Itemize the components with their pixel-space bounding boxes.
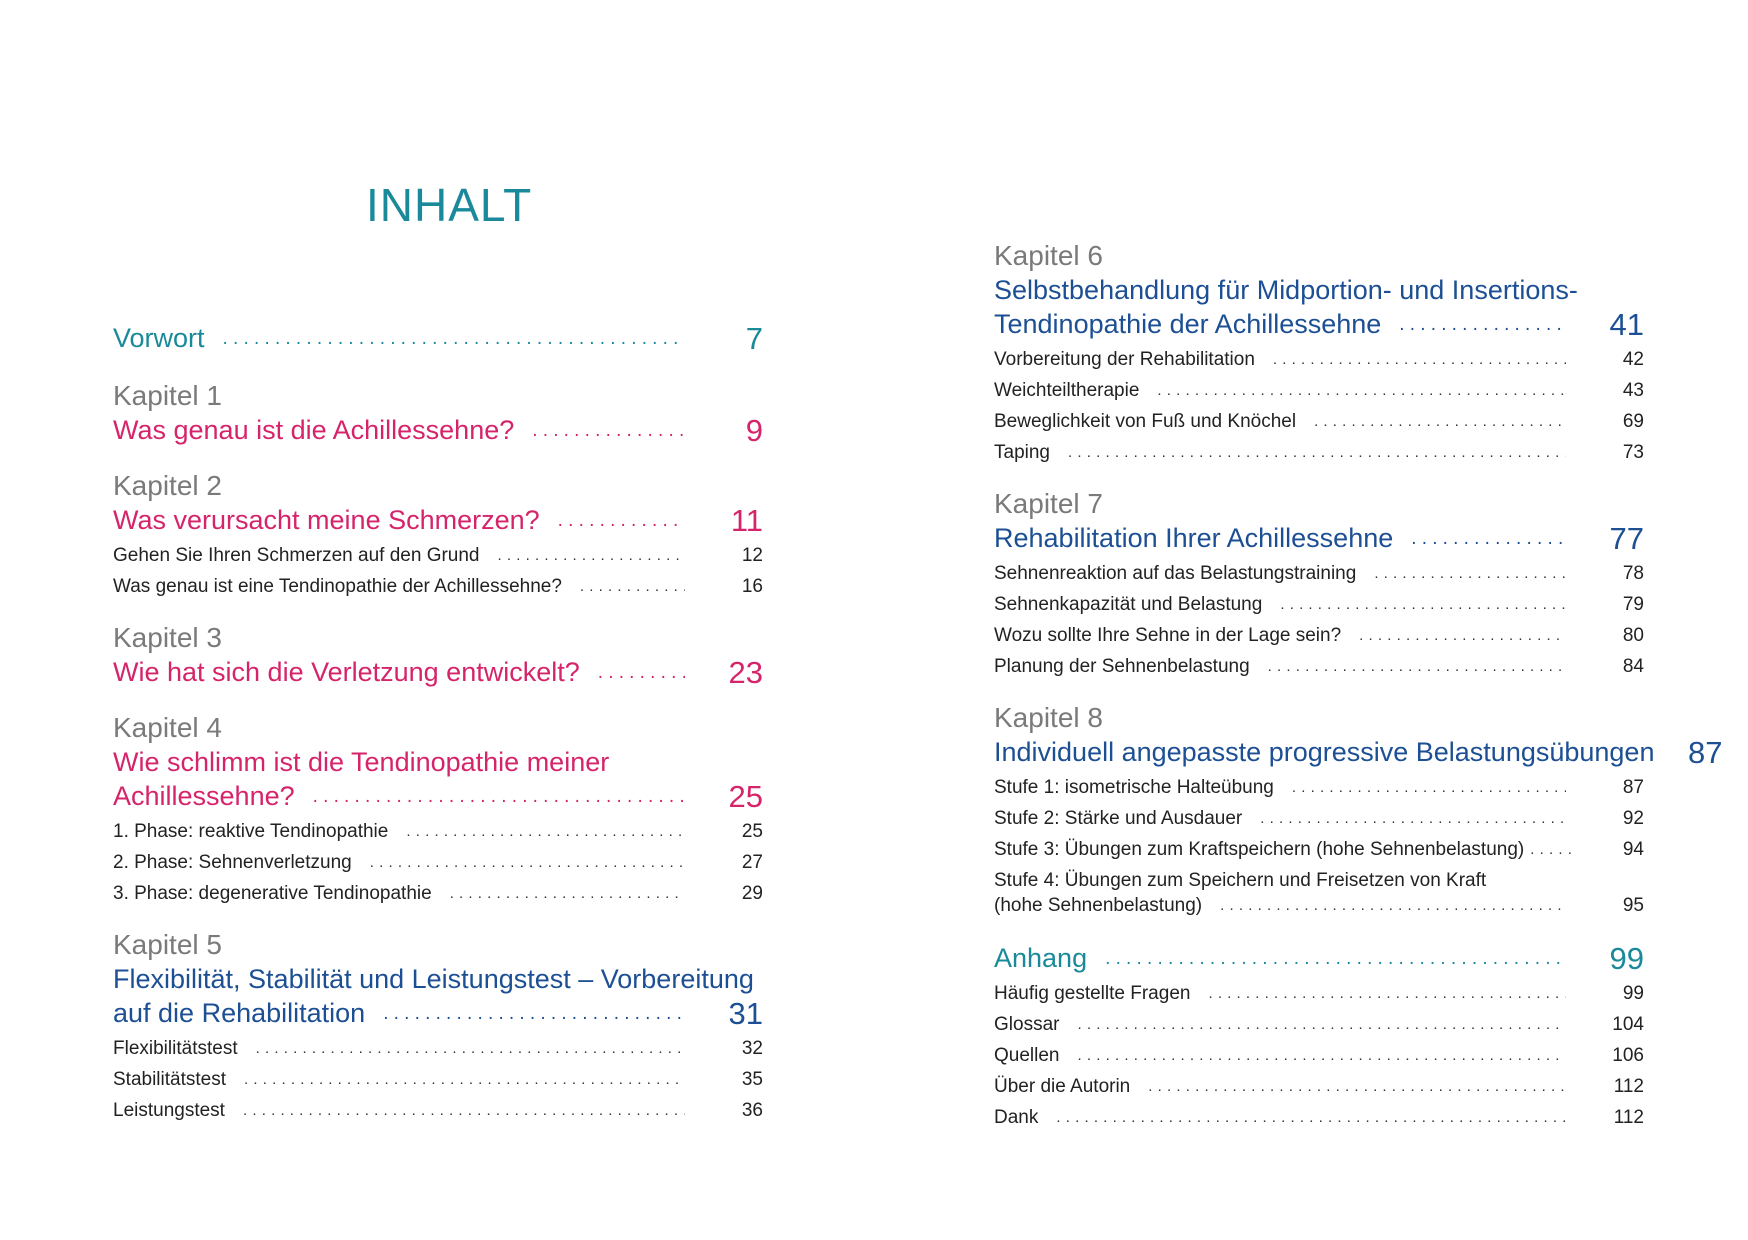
page-number: 84 [1622,656,1644,677]
dot-leader [1260,806,1566,831]
entry-label: Gehen Sie Ihren Schmerzen auf den Grund [113,545,480,566]
toc-subentry[interactable] [113,1067,763,1092]
entry-label: auf die Rehabilitation [113,998,366,1028]
dot-leader [243,1098,685,1123]
chapter-label: Kapitel 2 [113,470,222,501]
entry-label: Achillessehne? [113,781,295,811]
toc-subentry[interactable] [994,806,1644,831]
toc-entry-chapter-2[interactable] [113,504,763,537]
entry-label: Stufe 3: Übungen zum Kraftspeichern (hohe Sehnenbelastung) [994,839,1525,860]
dot-leader [1411,522,1566,555]
dot-leader [1292,775,1566,800]
page-number: 77 [1609,521,1644,556]
dot-leader [383,997,685,1030]
toc-entry-chapter-1[interactable] [113,414,763,447]
dot-leader [1077,1012,1566,1037]
entry-label: 1. Phase: reaktive Tendinopathie [113,821,389,842]
page-number: 87 [1687,735,1723,770]
toc-subentry[interactable] [994,409,1644,434]
entry-label: Planung der Sehnenbelastung [994,656,1250,677]
entry-label: Beweglichkeit von Fuß und Knöchel [994,411,1297,432]
page-number: 80 [1622,625,1644,646]
toc-subentry[interactable] [994,654,1644,679]
page-number: 79 [1622,594,1644,615]
page-number: 99 [1622,983,1644,1004]
page-number: 35 [741,1069,763,1090]
dot-leader [1374,561,1566,586]
toc-subentry[interactable] [113,574,763,599]
page-number: 78 [1622,563,1644,584]
toc-subentry[interactable] [113,850,763,875]
page-number: 7 [745,321,763,356]
toc-entry-chapter-5[interactable] [113,997,763,1030]
entry-label: Anhang [994,943,1088,973]
page-number: 94 [1622,839,1644,860]
page-number: 42 [1622,349,1644,370]
entry-label: 2. Phase: Sehnenverletzung [113,852,352,873]
toc-subentry-line1[interactable]: Stufe 4: Übungen zum Speichern und Freisetzen von Kraft [994,870,1487,891]
dot-leader [558,504,685,537]
dot-leader [406,819,685,844]
entry-label: Häufig gestellte Fragen [994,983,1191,1004]
toc-subentry[interactable] [994,981,1644,1006]
entry-label: Stufe 2: Stärke und Ausdauer [994,808,1243,829]
chapter-label: Kapitel 1 [113,380,222,411]
page-number: 31 [728,996,763,1031]
dot-leader [1068,440,1566,465]
toc-entry-chapter-4-line1[interactable]: Wie schlimm ist die Tendinopathie meiner [113,747,610,777]
dot-leader [1314,409,1566,434]
page-number: 25 [728,779,763,814]
entry-label: Sehnenkapazität und Belastung [994,594,1263,615]
entry-label: Stufe 1: isometrische Halteübung [994,777,1274,798]
dot-leader [223,322,685,355]
entry-label: Glossar [994,1014,1060,1035]
toc-subentry[interactable] [994,1105,1644,1130]
dot-leader [1359,623,1566,648]
chapter-label: Kapitel 5 [113,929,222,960]
toc-subentry[interactable] [994,592,1644,617]
page-number: 69 [1622,411,1644,432]
dot-leader [1273,347,1566,372]
dot-leader [1220,893,1566,918]
toc-entry-chapter-3[interactable] [113,656,763,689]
toc-subentry[interactable] [994,623,1644,648]
page-number: 112 [1613,1076,1644,1097]
page-number: 16 [741,576,763,597]
entry-label: Stabilitätstest [113,1069,226,1090]
toc-entry-chapter-6-line1[interactable]: Selbstbehandlung für Midportion- und Insertions- [994,275,1578,305]
chapter-label: Kapitel 8 [994,702,1103,733]
dot-leader [1056,1105,1566,1130]
page-number: 29 [741,883,763,904]
page-number: 99 [1609,941,1644,976]
page-number: 112 [1613,1107,1644,1128]
entry-label: Vorbereitung der Rehabilitation [994,349,1255,370]
entry-label: 3. Phase: degenerative Tendinopathie [113,883,432,904]
chapter-label: Kapitel 7 [994,488,1103,519]
dot-leader [1105,942,1566,975]
page-number: 73 [1622,442,1644,463]
dot-leader [1399,308,1566,341]
toc-subentry[interactable] [994,561,1644,586]
toc-subentry[interactable] [994,347,1644,372]
dot-leader [1208,981,1566,1006]
toc-subentry[interactable] [113,1036,763,1061]
toc-entry-chapter-7[interactable] [994,522,1644,555]
entry-label: Über die Autorin [994,1076,1131,1097]
dot-leader [1148,1074,1566,1099]
toc-entry-vorwort[interactable] [113,322,763,355]
toc-entry-chapter-8[interactable] [994,735,1723,770]
toc-subentry[interactable] [994,775,1644,800]
page-number: 106 [1612,1045,1644,1066]
dot-leader [450,881,685,906]
entry-label: Sehnenreaktion auf das Belastungstraining [994,563,1357,584]
page-number: 32 [741,1038,763,1059]
entry-label: Individuell angepasste progressive Belastungsübungen [994,737,1655,767]
page-number: 23 [728,655,763,690]
entry-label: Wie hat sich die Verletzung entwickelt? [113,657,580,687]
toc-entry-chapter-4[interactable] [113,780,763,813]
entry-label: Vorwort [113,323,205,353]
dot-leader [580,574,685,599]
page-number: 41 [1609,307,1644,342]
entry-label: Weichteiltherapie [994,380,1140,401]
chapter-label: Kapitel 6 [994,240,1103,271]
entry-label: Was genau ist die Achillessehne? [113,415,515,445]
dot-leader [498,543,685,568]
dot-leader [313,780,685,813]
chapter-label: Kapitel 3 [113,622,222,653]
dot-leader [1078,1043,1567,1068]
page-number: 43 [1622,380,1644,401]
toc-entry-chapter-6[interactable] [994,308,1644,341]
toc-entry-chapter-5-line1[interactable]: Flexibilität, Stabilität und Leistungstest – Vorbereitung [113,964,754,994]
dot-leader [370,850,685,875]
toc-subentry[interactable] [994,1012,1644,1037]
entry-label: Was verursacht meine Schmerzen? [113,505,540,535]
page-number: 104 [1612,1014,1644,1035]
toc-subentry[interactable] [994,378,1644,403]
entry-label: Wozu sollte Ihre Sehne in der Lage sein? [994,625,1342,646]
page-number: 92 [1622,808,1644,829]
page-number: 9 [745,413,763,448]
page-number: 12 [741,545,763,566]
entry-label: Taping [994,442,1050,463]
entry-label: Rehabilitation Ihrer Achillessehne [994,523,1394,553]
dot-leader [598,656,685,689]
entry-label: Tendinopathie der Achillessehne [994,309,1382,339]
dot-leader [1268,654,1566,679]
page-title: INHALT [366,179,533,231]
toc-entry-anhang[interactable] [994,942,1644,975]
page-number: 36 [741,1100,763,1121]
page-number: 95 [1622,895,1644,916]
toc-subentry[interactable] [113,1098,763,1123]
toc-subentry[interactable] [994,1043,1644,1068]
page-number: 25 [741,821,763,842]
toc-subentry[interactable] [994,837,1644,862]
dot-leader [1157,378,1566,403]
dot-leader [532,414,685,447]
toc-subentry[interactable] [113,543,763,568]
page-number: 11 [730,503,763,538]
toc-subentry[interactable] [113,881,763,906]
entry-label: Leistungstest [113,1100,225,1121]
page-number: 87 [1622,777,1644,798]
entry-label: Was genau ist eine Tendinopathie der Achillessehne? [113,576,562,597]
dot-leader [244,1067,685,1092]
toc-subentry[interactable] [994,893,1644,918]
toc-subentry[interactable] [994,1074,1644,1099]
entry-label: Quellen [994,1045,1060,1066]
dot-leader [1280,592,1566,617]
toc-subentry[interactable] [113,819,763,844]
entry-label: Dank [994,1107,1039,1128]
entry-label: (hohe Sehnenbelastung) [994,895,1203,916]
chapter-label: Kapitel 4 [113,712,222,743]
toc-subentry[interactable] [994,440,1644,465]
page-number: 27 [741,852,763,873]
entry-label: Flexibilitätstest [113,1038,238,1059]
dot-leader [1530,837,1578,862]
dot-leader [256,1036,685,1061]
